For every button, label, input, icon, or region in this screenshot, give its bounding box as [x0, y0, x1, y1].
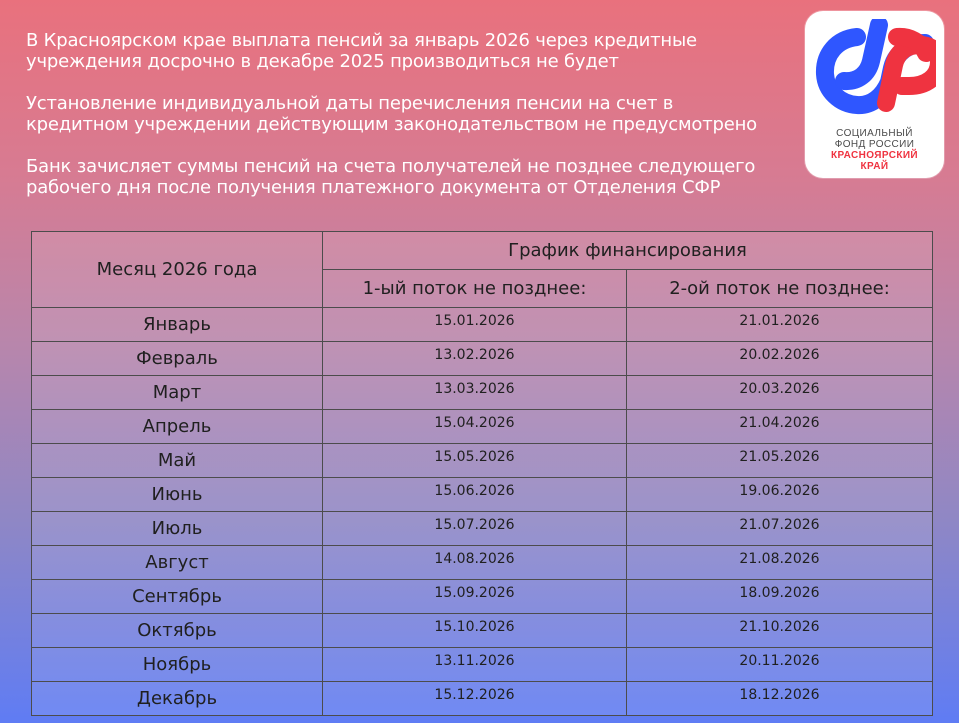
first-date-cell: 15.04.2026 [323, 410, 627, 444]
table-row [32, 308, 933, 342]
logo-text [817, 128, 932, 172]
first-date-cell: 15.05.2026 [323, 444, 627, 478]
second-date-cell: 21.04.2026 [627, 410, 933, 444]
second-date-cell: 20.11.2026 [627, 648, 933, 682]
second-date-cell: 20.03.2026 [627, 376, 933, 410]
first-date-cell: 15.06.2026 [323, 478, 627, 512]
table-row [32, 580, 933, 614]
second-date-cell: 18.12.2026 [627, 682, 933, 716]
sfr-logo-icon [813, 19, 936, 127]
header-line-2: Установление индивидуальной даты перечисления пенсии на счет в кредитном учреждении действующим законодательством не предусмотрено [26, 93, 757, 135]
second-stream-header: 2-ой поток не позднее: [627, 270, 933, 308]
table-row [32, 546, 933, 580]
month-cell: Июнь [32, 478, 323, 512]
month-cell: Январь [32, 308, 323, 342]
month-cell: Август [32, 546, 323, 580]
table-row [32, 512, 933, 546]
first-date-cell: 15.12.2026 [323, 682, 627, 716]
second-date-cell: 19.06.2026 [627, 478, 933, 512]
first-date-cell: 13.03.2026 [323, 376, 627, 410]
table-row [32, 614, 933, 648]
table-row [32, 444, 933, 478]
first-date-cell: 15.01.2026 [323, 308, 627, 342]
logo-line-1: СОЦИАЛЬНЫЙ [836, 128, 913, 139]
pension-schedule-table [31, 231, 933, 716]
first-date-cell: 15.07.2026 [323, 512, 627, 546]
header-line-3: Банк зачисляет суммы пенсий на счета получателей не позднее следующего рабочего дня после получения платежного документа от Отделения СФР [26, 156, 756, 198]
header-text [26, 30, 806, 219]
schedule-header: График финансирования [323, 232, 933, 270]
first-date-cell: 13.11.2026 [323, 648, 627, 682]
table-row [32, 648, 933, 682]
month-cell: Июль [32, 512, 323, 546]
logo-line-3: КРАСНОЯРСКИЙ [830, 150, 919, 161]
table-row [32, 376, 933, 410]
second-date-cell: 20.02.2026 [627, 342, 933, 376]
logo-card [805, 11, 944, 178]
second-date-cell: 18.09.2026 [627, 580, 933, 614]
first-date-cell: 13.02.2026 [323, 342, 627, 376]
second-date-cell: 21.08.2026 [627, 546, 933, 580]
month-cell: Март [32, 376, 323, 410]
month-cell: Февраль [32, 342, 323, 376]
month-cell: Сентябрь [32, 580, 323, 614]
table-row [32, 682, 933, 716]
logo-line-2: ФОНД РОССИИ [834, 139, 915, 150]
first-stream-header: 1-ый поток не позднее: [323, 270, 627, 308]
month-cell: Октябрь [32, 614, 323, 648]
month-cell: Апрель [32, 410, 323, 444]
month-cell: Декабрь [32, 682, 323, 716]
month-cell: Май [32, 444, 323, 478]
first-date-cell: 15.10.2026 [323, 614, 627, 648]
first-date-cell: 15.09.2026 [323, 580, 627, 614]
second-date-cell: 21.07.2026 [627, 512, 933, 546]
table-row [32, 410, 933, 444]
logo-line-4: КРАЙ [860, 161, 889, 172]
table-row [32, 342, 933, 376]
table-row [32, 478, 933, 512]
second-date-cell: 21.10.2026 [627, 614, 933, 648]
month-cell: Ноябрь [32, 648, 323, 682]
second-date-cell: 21.01.2026 [627, 308, 933, 342]
month-header: Месяц 2026 года [32, 232, 323, 308]
first-date-cell: 14.08.2026 [323, 546, 627, 580]
second-date-cell: 21.05.2026 [627, 444, 933, 478]
header-line-1: В Красноярском крае выплата пенсий за январь 2026 через кредитные учреждения досрочно в декабре 2025 производиться не будет [26, 30, 697, 72]
